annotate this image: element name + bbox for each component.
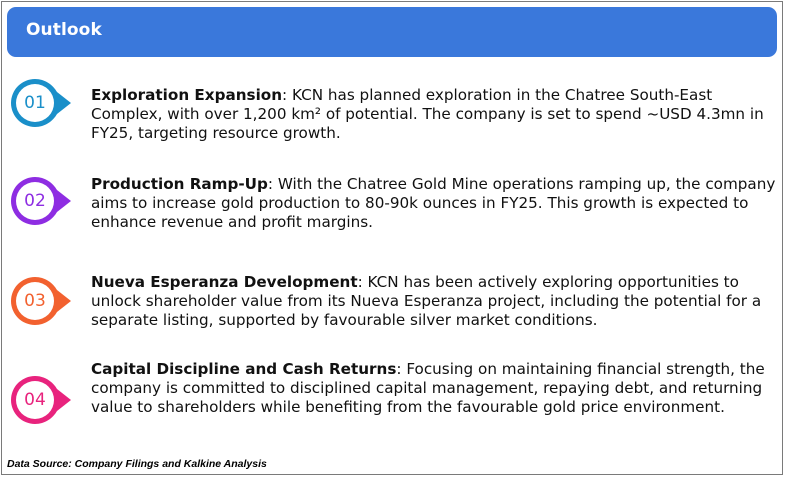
data-source-note: Data Source: Company Filings and Kalkine Analysis	[7, 458, 267, 470]
badge-02	[9, 175, 73, 227]
badge-03	[9, 275, 73, 327]
badge-01	[9, 77, 73, 129]
header-title: Outlook	[26, 20, 102, 40]
item-text	[91, 175, 779, 232]
badge-number: 02	[24, 191, 46, 211]
item-heading: Capital Discipline and Cash Returns	[91, 360, 397, 378]
item-body: : KCN has been actively exploring opportunities to unlock shareholder value from its Nueva Esperanza project, including the potential for a separate listing, supported by favourable silver market conditions.	[91, 273, 762, 329]
badge-04	[9, 374, 73, 426]
item-heading: Exploration Expansion	[91, 86, 283, 104]
outlook-header	[7, 7, 777, 57]
item-text	[91, 86, 779, 143]
item-heading: Nueva Esperanza Development	[91, 273, 358, 291]
badge-number: 03	[24, 291, 46, 311]
badge-number: 01	[24, 93, 46, 113]
item-text	[91, 360, 779, 417]
badge-number: 04	[24, 390, 46, 410]
item-body: : KCN has planned exploration in the Chatree South-East Complex, with over 1,200 km² of potential. The company is set to spend ~USD 4.3mn in FY25, targeting resource growth.	[91, 86, 764, 142]
item-heading: Production Ramp-Up	[91, 175, 268, 193]
item-text	[91, 273, 779, 330]
item-body: : Focusing on maintaining financial strength, the company is committed to disciplined capital management, repaying debt, and returning value to shareholders while benefiting from the favourable gold price environment.	[91, 360, 765, 416]
item-body: : With the Chatree Gold Mine operations ramping up, the company aims to increase gold production to 80-90k ounces in FY25. This growth is expected to enhance revenue and profit margins.	[91, 175, 776, 231]
